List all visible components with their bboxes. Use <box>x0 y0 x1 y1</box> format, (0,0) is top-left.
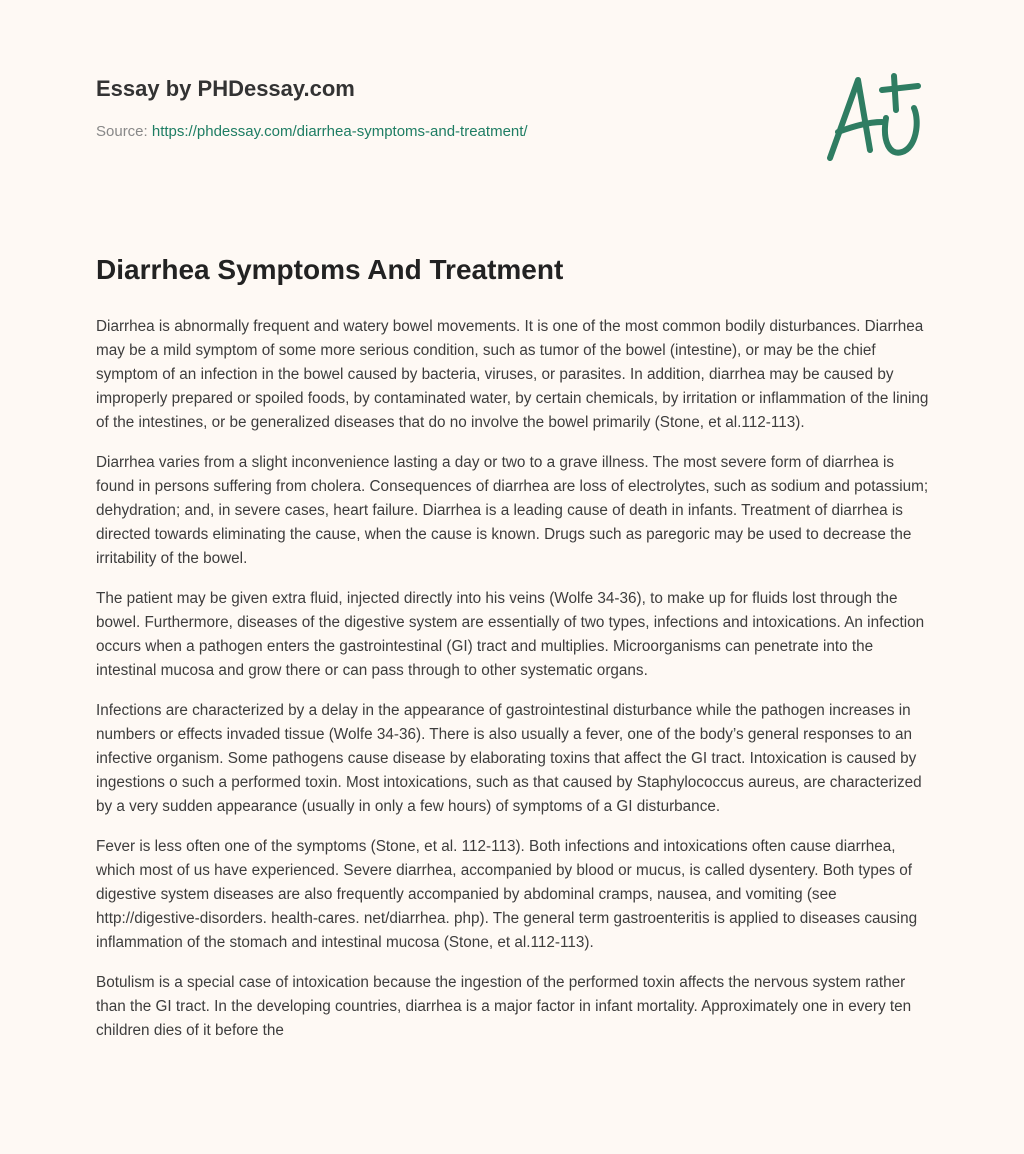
paragraph: Diarrhea varies from a slight inconvenience lasting a day or two to a grave illness. The most severe form of diarrhea is found in persons suffering from cholera. Consequences of diarrhea are loss of electrolytes, such as sodium and potassium; dehydration; and, in severe cases, heart failure. Diarrhea is a leading cause of death in infants. Treatment of diarrhea is directed towards eliminating the cause, when the cause is known. Drugs such as paregoric may be used to decrease the irritability of the bowel. <box>96 454 929 567</box>
paragraph: The patient may be given extra fluid, injected directly into his veins (Wolfe 34-36), to make up for fluids lost through the bowel. Furthermore, diseases of the digestive system are essentially of two types, infections and intoxications. An infection occurs when a pathogen enters the gastrointestinal (GI) tract and multiplies. Microorganisms can penetrate into the intestinal mucosa and grow there or can pass through to other systematic organs. <box>96 590 925 679</box>
a-plus-logo-icon <box>818 66 928 166</box>
source-line <box>96 123 528 140</box>
page-title: Diarrhea Symptoms And Treatment <box>96 254 564 285</box>
paragraph: Fever is less often one of the symptoms (Stone, et al. 112-113). Both infections and intoxications often cause diarrhea, which most of us have experienced. Severe diarrhea, accompanied by blood or mucus, is called dysentery. Both types of digestive system diseases are also frequently accompanied by abdominal cramps, nausea, and vomiting (see http://digestive-disorders. health-cares. net/diarrhea. php). The general term gastroenteritis is applied to diseases causing inflammation of the stomach and intestinal mucosa (Stone, et al.112-113). <box>96 838 918 951</box>
paragraph: Infections are characterized by a delay in the appearance of gastrointestinal disturbance while the pathogen increases in numbers or effects invaded tissue (Wolfe 34-36). There is also usually a fever, one of the body’s general responses to an infective organism. Some pathogens cause disease by elaborating toxins that affect the GI tract. Intoxication is caused by ingestions o such a performed toxin. Most intoxications, such as that caused by Staphylococcus aureus, are characterized by a very sudden appearance (usually in only a few hours) of symptoms of a GI disturbance. <box>96 702 922 815</box>
paragraph: Botulism is a special case of intoxication because the ingestion of the performed toxin affects the nervous system rather than the GI tract. In the developing countries, diarrhea is a major factor in infant mortality. Approximately one in every ten children dies of it before the <box>96 974 912 1039</box>
source-link[interactable]: https://phdessay.com/diarrhea-symptoms-and-treatment/ <box>151 123 528 140</box>
site-brand: Essay by PHDessay.com <box>96 76 355 101</box>
essay-body <box>96 315 932 1059</box>
paragraph: Diarrhea is abnormally frequent and watery bowel movements. It is one of the most common bodily disturbances. Diarrhea may be a mild symptom of some more serious condition, such as tumor of the bowel (intestine), or may be the chief symptom of an infection in the bowel caused by bacteria, viruses, or parasites. In addition, diarrhea may be caused by improperly prepared or spoiled foods, by contaminated water, by certain chemicals, by irritation or inflammation of the lining of the intestines, or be generalized diseases that do no involve the bowel primarily (Stone, et al.112-113). <box>96 318 929 431</box>
source-label: Source: <box>96 123 148 140</box>
